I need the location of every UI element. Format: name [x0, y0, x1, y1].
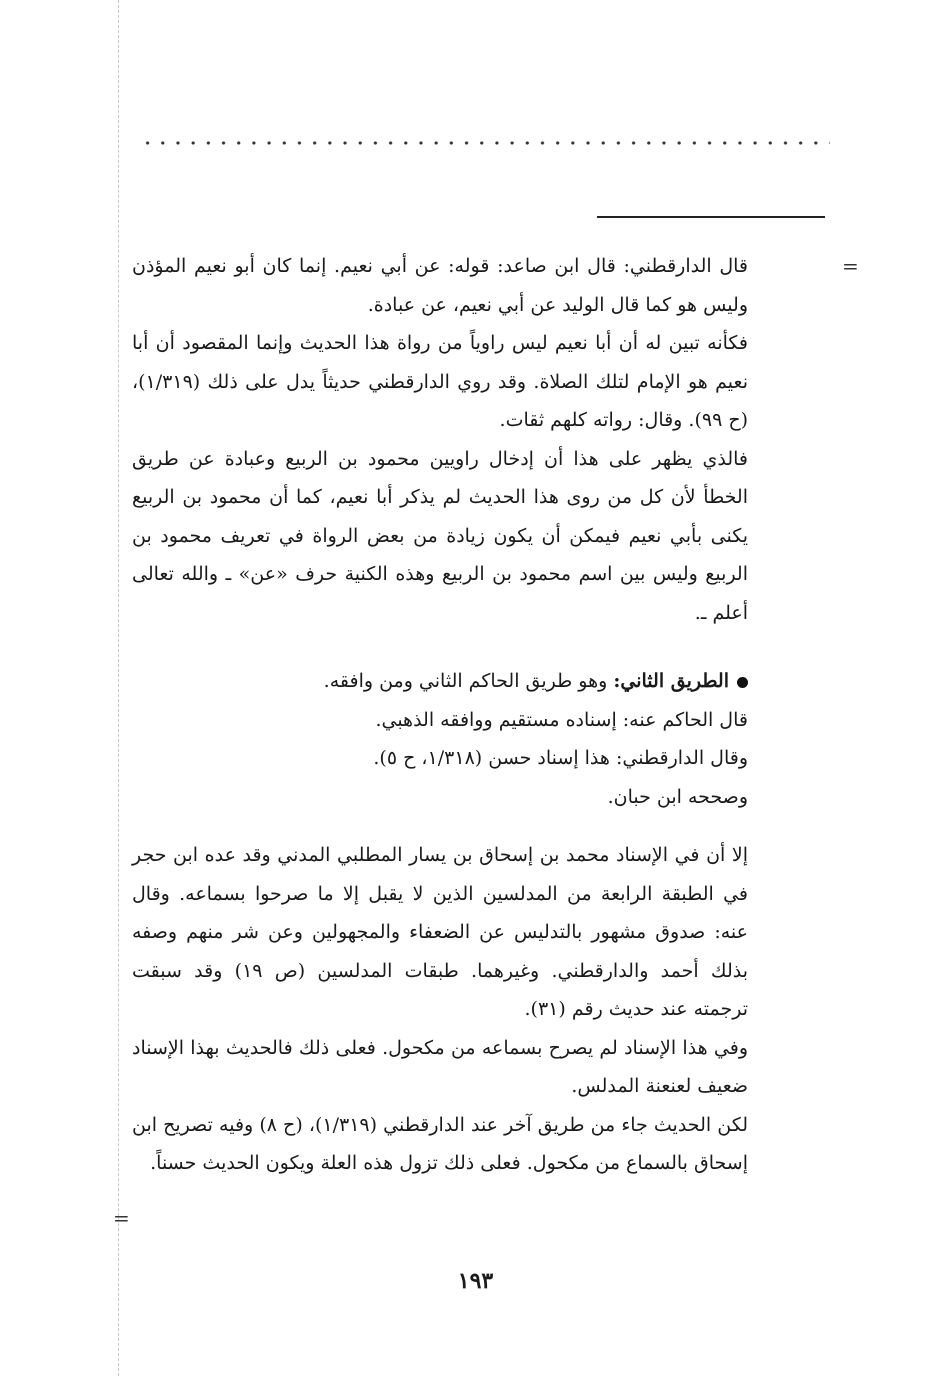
section-two-heading-rest: وهو طريق الحاكم الثاني ومن وافقه.	[323, 670, 608, 692]
paragraph: إلا أن في الإسناد محمد بن إسحاق بن يسار المطلبي المدني وقد عده ابن حجر في الطبقة الرابعة من المدلسين الذين لا يقبل إلا ما صرحوا بسماعه. وقال عنه: صدوق مشهور بالتدليس عن الضعفاء والمجهولين وعن شر منهم وصفه بذلك أحمد والدارقطني. وغيرهما. طبقات المدلسين (ص ١٩) وقد سبقت ترجمته عند حديث رقم (٣١).	[132, 844, 748, 1020]
main-text-block-b	[132, 836, 748, 1183]
section-two-heading-line	[132, 662, 748, 701]
paragraph: لكن الحديث جاء من طريق آخر عند الدارقطني (١/٣١٩)، (ح ٨) وفيه تصريح ابن إسحاق بالسماع من مكحول. فعلى ذلك تزول هذه العلة ويكون الحديث حسناً.	[132, 1113, 748, 1174]
gutter-guide-line	[118, 0, 120, 1376]
paragraph: قال الدارقطني: قال ابن صاعد: قوله: عن أبي نعيم. إنما كان أبو نعيم المؤذن وليس هو كما قال الوليد عن أبي نعيم، عن عبادة.	[132, 255, 748, 316]
page-number: ١٩٣	[457, 1268, 494, 1294]
footnote-separator-rule	[597, 216, 825, 218]
bullet-icon	[737, 677, 748, 688]
section-two-block	[132, 662, 748, 816]
paragraph: فالذي يظهر على هذا أن إدخال راويين محمود بن الربيع وعبادة عن طريق الخطأ لأن كل من روى هذا الحديث لم يذكر أبا نعيم، كما أن محمود بن الربيع يكنى بأبي نعيم فيمكن أن يكون زيادة من بعض الرواة في تعريف محمود بن الربيع وليس بين اسم محمود بن الربيع وهذه الكنية حرف «عن» ـ والله تعالى أعلم ـ.	[132, 447, 748, 624]
gutter-mark-top: =	[842, 254, 859, 278]
gutter-mark-bottom: =	[113, 1206, 130, 1230]
section-two-heading: الطريق الثاني:	[613, 670, 729, 692]
paragraph: فكأنه تبين له أن أبا نعيم ليس راوياً من رواة هذا الحديث وإنما المقصود أن أبا نعيم هو الإمام لتلك الصلاة. وقد روي الدارقطني حديثاً يدل على ذلك (١/٣١٩)، (ح ٩٩). وقال: رواته كلهم ثقات.	[132, 332, 748, 431]
section-two-line: وصححه ابن حبان.	[607, 785, 748, 808]
section-two-line: قال الحاكم عنه: إسناده مستقيم ووافقه الذهبي.	[375, 708, 748, 731]
header-dotted-rule	[140, 140, 830, 146]
section-two-line: وقال الدارقطني: هذا إسناد حسن (١/٣١٨، ح ٥).	[373, 747, 748, 769]
main-text-block-a	[132, 247, 748, 632]
paragraph: وفي هذا الإسناد لم يصرح بسماعه من مكحول. فعلى ذلك فالحديث بهذا الإسناد ضعيف لعنعنة المدلس.	[132, 1036, 748, 1097]
